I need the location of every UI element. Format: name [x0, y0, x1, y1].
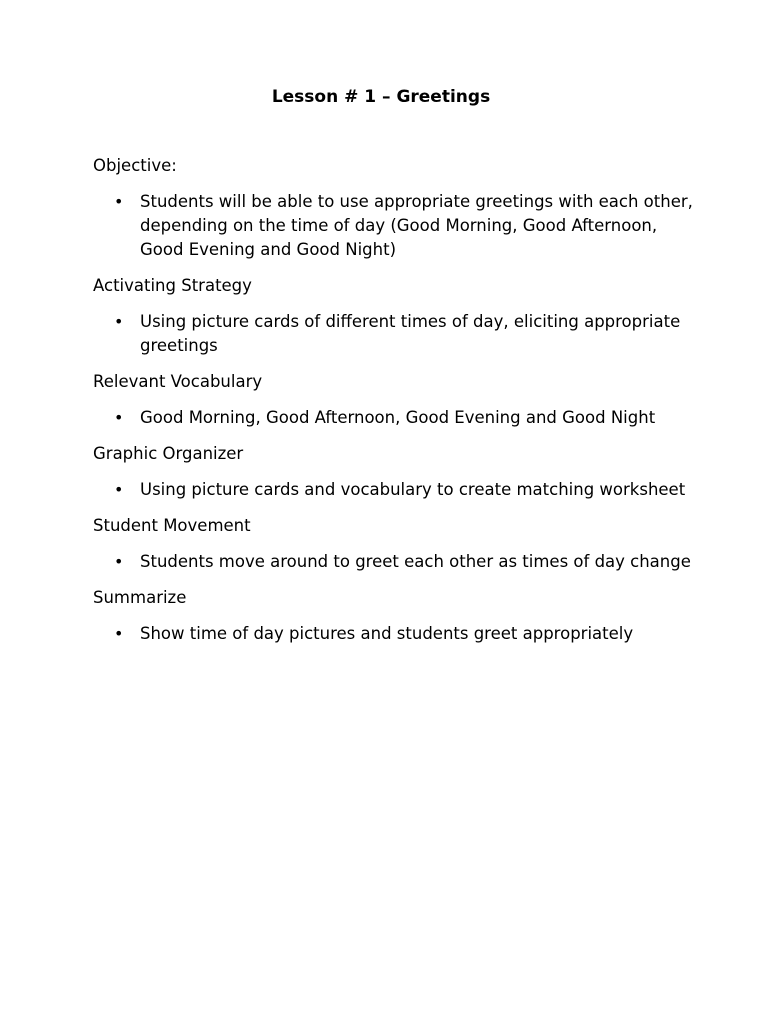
bullet-list: [93, 622, 693, 646]
section-heading: Objective:: [93, 156, 177, 175]
list-item-text: Using picture cards of different times of day, eliciting appropriate greetings: [140, 312, 681, 355]
list-item: [93, 550, 693, 574]
section-student-movement: [93, 514, 693, 574]
list-item: [93, 406, 693, 430]
section-heading: Relevant Vocabulary: [93, 372, 263, 391]
page-title: Lesson # 1 – Greetings: [271, 87, 491, 107]
bullet-icon: •: [114, 312, 124, 331]
bullet-list: [93, 310, 693, 358]
list-item-text: Using picture cards and vocabulary to create matching worksheet: [140, 480, 686, 499]
section-objective: [93, 154, 693, 262]
list-item-text: Show time of day pictures and students greet appropriately: [140, 624, 634, 643]
section-heading: Activating Strategy: [93, 276, 252, 295]
list-item: [93, 622, 693, 646]
section-summarize: [93, 586, 693, 646]
bullet-icon: •: [114, 480, 124, 499]
section-heading: Graphic Organizer: [93, 444, 244, 463]
section-heading: Student Movement: [93, 516, 251, 535]
bullet-list: [93, 406, 693, 430]
section-heading: Summarize: [93, 588, 187, 607]
list-item: [93, 478, 693, 502]
list-item-text: Students will be able to use appropriate greetings with each other, depending on the time of day (Good Morning, Good Afternoon, Good Evening and Good Night): [140, 192, 693, 259]
list-item-text: Students move around to greet each other as times of day change: [140, 552, 691, 571]
bullet-icon: •: [114, 624, 124, 643]
list-item-text: Good Morning, Good Afternoon, Good Evening and Good Night: [140, 408, 656, 427]
section-relevant-vocabulary: [93, 370, 693, 430]
bullet-list: [93, 550, 693, 574]
section-activating-strategy: [93, 274, 693, 358]
section-graphic-organizer: [93, 442, 693, 502]
bullet-list: [93, 478, 693, 502]
bullet-icon: •: [114, 408, 124, 427]
bullet-icon: •: [114, 192, 124, 211]
document-body: [93, 154, 693, 658]
bullet-icon: •: [114, 552, 124, 571]
bullet-list: [93, 190, 693, 262]
list-item: [93, 310, 693, 358]
list-item: [93, 190, 693, 262]
